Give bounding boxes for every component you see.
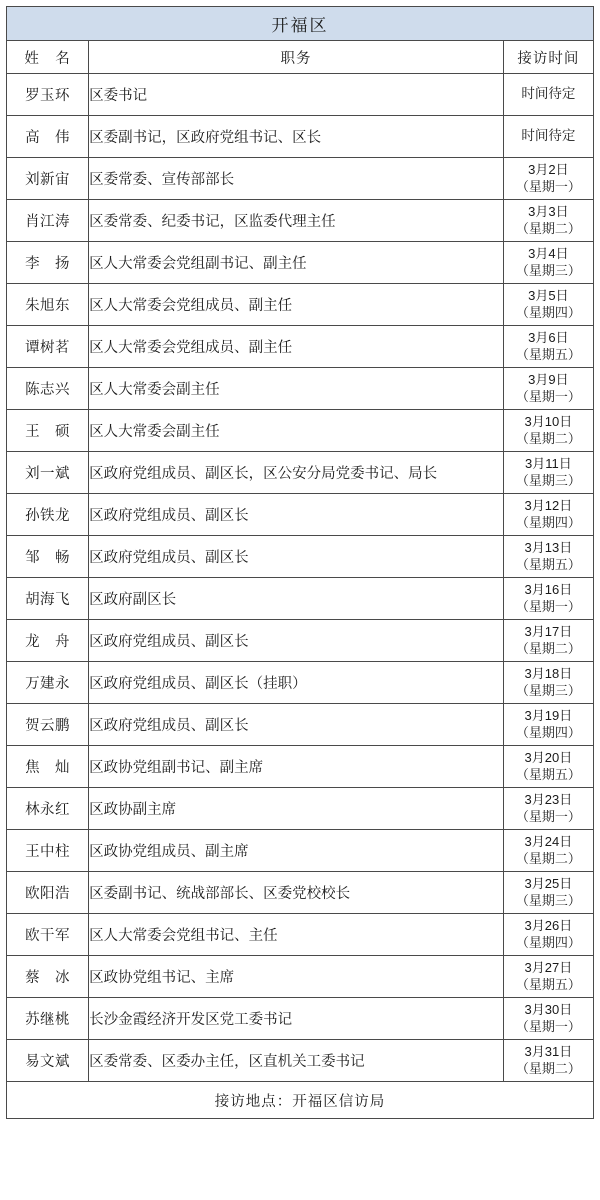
reception-date: 3月24日 xyxy=(524,834,573,850)
reception-date: 3月25日 xyxy=(524,876,573,892)
official-name: 王 硕 xyxy=(7,410,89,452)
official-name: 胡海飞 xyxy=(7,578,89,620)
official-duty: 区人大常委会副主任 xyxy=(89,410,504,452)
table-row xyxy=(7,536,594,578)
official-name: 欧阳浩 xyxy=(7,872,89,914)
official-name: 刘新宙 xyxy=(7,158,89,200)
table-row xyxy=(7,914,594,956)
official-name: 苏继桃 xyxy=(7,998,89,1040)
reception-time xyxy=(503,158,593,200)
reception-date: 3月2日 xyxy=(528,162,569,178)
official-name: 高 伟 xyxy=(7,116,89,158)
official-name: 欧干军 xyxy=(7,914,89,956)
table-row xyxy=(7,452,594,494)
reception-time xyxy=(503,326,593,368)
table-row xyxy=(7,200,594,242)
reception-date: 3月3日 xyxy=(528,204,569,220)
reception-date: 3月6日 xyxy=(528,330,569,346)
reception-weekday: （星期五） xyxy=(515,976,581,992)
reception-date: 3月5日 xyxy=(528,288,569,304)
official-duty: 区委副书记、统战部部长、区委党校校长 xyxy=(89,872,504,914)
reception-weekday: （星期五） xyxy=(515,346,581,362)
official-name: 肖江涛 xyxy=(7,200,89,242)
official-duty: 区人大常委会党组副书记、副主任 xyxy=(89,242,504,284)
table-row xyxy=(7,620,594,662)
official-duty: 区政府党组成员、副区长（挂职） xyxy=(89,662,504,704)
reception-weekday: （星期四） xyxy=(515,934,581,950)
official-name: 孙铁龙 xyxy=(7,494,89,536)
reception-weekday: （星期五） xyxy=(515,556,581,572)
reception-time xyxy=(503,452,593,494)
header-row xyxy=(7,41,594,74)
reception-date: 3月9日 xyxy=(528,372,569,388)
reception-date: 3月23日 xyxy=(524,792,573,808)
official-name: 王中柱 xyxy=(7,830,89,872)
official-duty: 区政协副主席 xyxy=(89,788,504,830)
official-duty: 区政府党组成员、副区长 xyxy=(89,536,504,578)
official-duty: 区委书记 xyxy=(89,74,504,116)
reception-weekday: （星期一） xyxy=(515,388,581,404)
reception-time xyxy=(503,788,593,830)
reception-time xyxy=(503,368,593,410)
table-footer xyxy=(7,1082,594,1119)
official-duty: 长沙金霞经济开发区党工委书记 xyxy=(89,998,504,1040)
reception-weekday: （星期三） xyxy=(515,892,581,908)
table-row xyxy=(7,872,594,914)
reception-date: 3月10日 xyxy=(524,414,573,430)
official-duty: 区政府副区长 xyxy=(89,578,504,620)
official-name: 刘一斌 xyxy=(7,452,89,494)
table-row xyxy=(7,284,594,326)
official-duty: 区政府党组成员、副区长 xyxy=(89,620,504,662)
reception-weekday: （星期五） xyxy=(515,766,581,782)
reception-time xyxy=(503,746,593,788)
title-row xyxy=(7,7,594,41)
reception-date: 3月26日 xyxy=(524,918,573,934)
reception-time xyxy=(503,872,593,914)
official-name: 朱旭东 xyxy=(7,284,89,326)
table-row xyxy=(7,74,594,116)
official-name: 谭树茗 xyxy=(7,326,89,368)
reception-time xyxy=(503,410,593,452)
column-header-duty: 职务 xyxy=(89,41,504,74)
reception-time xyxy=(503,830,593,872)
official-name: 邹 畅 xyxy=(7,536,89,578)
reception-weekday: （星期二） xyxy=(515,850,581,866)
reception-time xyxy=(503,578,593,620)
official-duty: 区委副书记，区政府党组书记、区长 xyxy=(89,116,504,158)
official-duty: 区政协党组副书记、副主席 xyxy=(89,746,504,788)
reception-weekday: （星期四） xyxy=(515,514,581,530)
official-name: 贺云鹏 xyxy=(7,704,89,746)
official-duty: 区政府党组成员、副区长，区公安分局党委书记、局长 xyxy=(89,452,504,494)
official-duty: 区人大常委会党组书记、主任 xyxy=(89,914,504,956)
reception-time xyxy=(503,284,593,326)
reception-time: 时间待定 xyxy=(503,116,593,158)
footer-row xyxy=(7,1082,594,1119)
reception-time xyxy=(503,704,593,746)
table-row xyxy=(7,116,594,158)
reception-weekday: （星期二） xyxy=(515,1060,581,1076)
reception-weekday: （星期一） xyxy=(515,1018,581,1034)
official-duty: 区人大常委会党组成员、副主任 xyxy=(89,326,504,368)
reception-date: 3月12日 xyxy=(524,498,573,514)
reception-date: 3月18日 xyxy=(524,666,573,682)
reception-time xyxy=(503,914,593,956)
table-row xyxy=(7,1040,594,1082)
official-duty: 区人大常委会副主任 xyxy=(89,368,504,410)
official-duty: 区委常委、宣传部部长 xyxy=(89,158,504,200)
reception-time xyxy=(503,536,593,578)
reception-weekday: （星期一） xyxy=(515,598,581,614)
official-name: 罗玉环 xyxy=(7,74,89,116)
official-name: 龙 舟 xyxy=(7,620,89,662)
reception-date: 3月20日 xyxy=(524,750,573,766)
official-duty: 区政协党组书记、主席 xyxy=(89,956,504,998)
reception-date: 3月17日 xyxy=(524,624,573,640)
official-duty: 区政府党组成员、副区长 xyxy=(89,704,504,746)
reception-time xyxy=(503,620,593,662)
table-row xyxy=(7,242,594,284)
reception-weekday: （星期二） xyxy=(515,640,581,656)
table-row xyxy=(7,662,594,704)
table-row xyxy=(7,410,594,452)
column-header-time: 接访时间 xyxy=(503,41,593,74)
official-duty: 区委常委、纪委书记，区监委代理主任 xyxy=(89,200,504,242)
official-name: 易文斌 xyxy=(7,1040,89,1082)
reception-date: 3月27日 xyxy=(524,960,573,976)
reception-date: 3月19日 xyxy=(524,708,573,724)
reception-weekday: （星期四） xyxy=(515,724,581,740)
table-row xyxy=(7,494,594,536)
official-name: 蔡 冰 xyxy=(7,956,89,998)
reception-weekday: （星期三） xyxy=(515,682,581,698)
official-name: 林永红 xyxy=(7,788,89,830)
reception-date: 3月30日 xyxy=(524,1002,573,1018)
reception-date: 3月16日 xyxy=(524,582,573,598)
table-row xyxy=(7,704,594,746)
table-row xyxy=(7,998,594,1040)
table-row xyxy=(7,788,594,830)
reception-time: 时间待定 xyxy=(503,74,593,116)
page-title: 开福区 xyxy=(7,7,594,41)
table-row xyxy=(7,158,594,200)
reception-weekday: （星期四） xyxy=(515,304,581,320)
reception-date: 3月31日 xyxy=(524,1044,573,1060)
reception-weekday: （星期二） xyxy=(515,430,581,446)
reception-schedule-table xyxy=(6,6,594,1119)
reception-date: 3月13日 xyxy=(524,540,573,556)
reception-weekday: （星期三） xyxy=(515,472,581,488)
official-name: 焦 灿 xyxy=(7,746,89,788)
official-duty: 区委常委、区委办主任，区直机关工委书记 xyxy=(89,1040,504,1082)
official-name: 万建永 xyxy=(7,662,89,704)
reception-location: 接访地点：开福区信访局 xyxy=(7,1082,594,1119)
reception-weekday: （星期二） xyxy=(515,220,581,236)
table-row xyxy=(7,578,594,620)
reception-time xyxy=(503,200,593,242)
official-name: 李 扬 xyxy=(7,242,89,284)
reception-time xyxy=(503,1040,593,1082)
table-body xyxy=(7,7,594,1082)
reception-weekday: （星期一） xyxy=(515,808,581,824)
reception-time xyxy=(503,956,593,998)
reception-time xyxy=(503,494,593,536)
table-row xyxy=(7,830,594,872)
table-row xyxy=(7,956,594,998)
column-header-name: 姓 名 xyxy=(7,41,89,74)
table-row xyxy=(7,368,594,410)
reception-time xyxy=(503,242,593,284)
official-duty: 区政府党组成员、副区长 xyxy=(89,494,504,536)
reception-date: 3月4日 xyxy=(528,246,569,262)
reception-date: 3月11日 xyxy=(525,456,572,472)
official-duty: 区政协党组成员、副主席 xyxy=(89,830,504,872)
official-duty: 区人大常委会党组成员、副主任 xyxy=(89,284,504,326)
official-name: 陈志兴 xyxy=(7,368,89,410)
reception-weekday: （星期一） xyxy=(515,178,581,194)
table-row xyxy=(7,746,594,788)
reception-weekday: （星期三） xyxy=(515,262,581,278)
table-row xyxy=(7,326,594,368)
reception-time xyxy=(503,662,593,704)
reception-time xyxy=(503,998,593,1040)
